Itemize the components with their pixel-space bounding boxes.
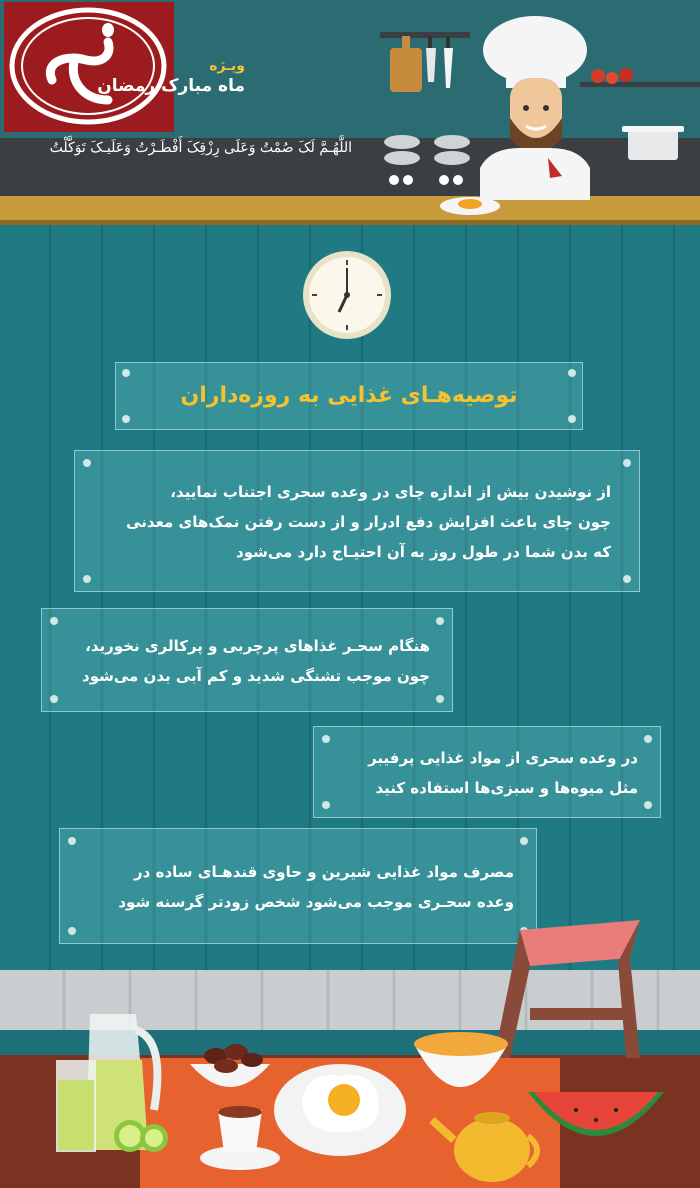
kitchen-header — [0, 0, 700, 225]
title-panel — [115, 362, 583, 430]
teapot-icon — [432, 1112, 537, 1182]
tip-3-line-2: مثل میوه‌ها و سبزی‌ها استفاده کنید — [375, 779, 638, 797]
tip-4-line-2: وعده سحـری موجب می‌شود شخص زودتر گرسنه شود — [118, 893, 514, 911]
tip-4-line-1: مصرف مواد غذایی شیرین و حاوی قندهـای ساده در — [134, 863, 514, 881]
tip-panel-2 — [41, 608, 453, 712]
ramadan-label — [97, 58, 245, 96]
chef-icon — [470, 8, 600, 200]
tea-cup-icon — [200, 1106, 280, 1170]
tip-1-line-2: چون چای باعث افزایش دفع ادرار و از دست رفتن نمک‌های معدنی — [126, 513, 611, 531]
tip-2-line-1: هنگام سحـر غذاهای پرچربی و پرکالری نخورید، — [85, 637, 430, 655]
tip-panel-1 — [74, 450, 640, 592]
cutting-board-icon — [390, 36, 422, 92]
tip-1-line-1: از نوشیدن بیش از اندازه چای در وعده سحری اجتناب نمایید، — [170, 483, 611, 501]
lime-icon — [114, 1120, 168, 1152]
ramadan-title: ماه مبارک رمضان — [97, 76, 245, 96]
pot-icon — [620, 118, 690, 164]
iftar-food-illustration — [40, 1000, 700, 1188]
plate-icon — [438, 192, 502, 216]
tip-2-line-2: چون موجب تشنگی شدید و کم آبی بدن می‌شود — [82, 667, 430, 685]
tip-panel-3 — [313, 726, 661, 818]
special-label: ویـژه — [209, 58, 245, 74]
knife-icon — [426, 36, 453, 88]
fried-egg-icon — [274, 1064, 406, 1156]
page-title: توصیه‌هـای غذایی به روزه‌داران — [180, 383, 518, 408]
tip-1-line-3: که بدن شما در طول روز به آن احتیـاج دارد می‌شود — [236, 543, 611, 561]
soup-bowl-icon — [414, 1032, 508, 1087]
tip-3-line-1: در وعده سحری از مواد غذایی پرفیبر — [368, 749, 638, 767]
watermelon-icon — [528, 1092, 664, 1136]
dua-text: اللَّهُـمَّ لَکَ صُمْتُ وَعَلَى رِزْقِکَ أَفْطَـرْتُ وَعَلَیـکَ تَوَکَّلْتُ — [49, 140, 352, 156]
dates-bowl-icon — [190, 1044, 270, 1087]
tip-panel-4 — [59, 828, 537, 944]
clock-icon — [302, 250, 392, 340]
juice-glass-icon — [56, 1060, 96, 1152]
